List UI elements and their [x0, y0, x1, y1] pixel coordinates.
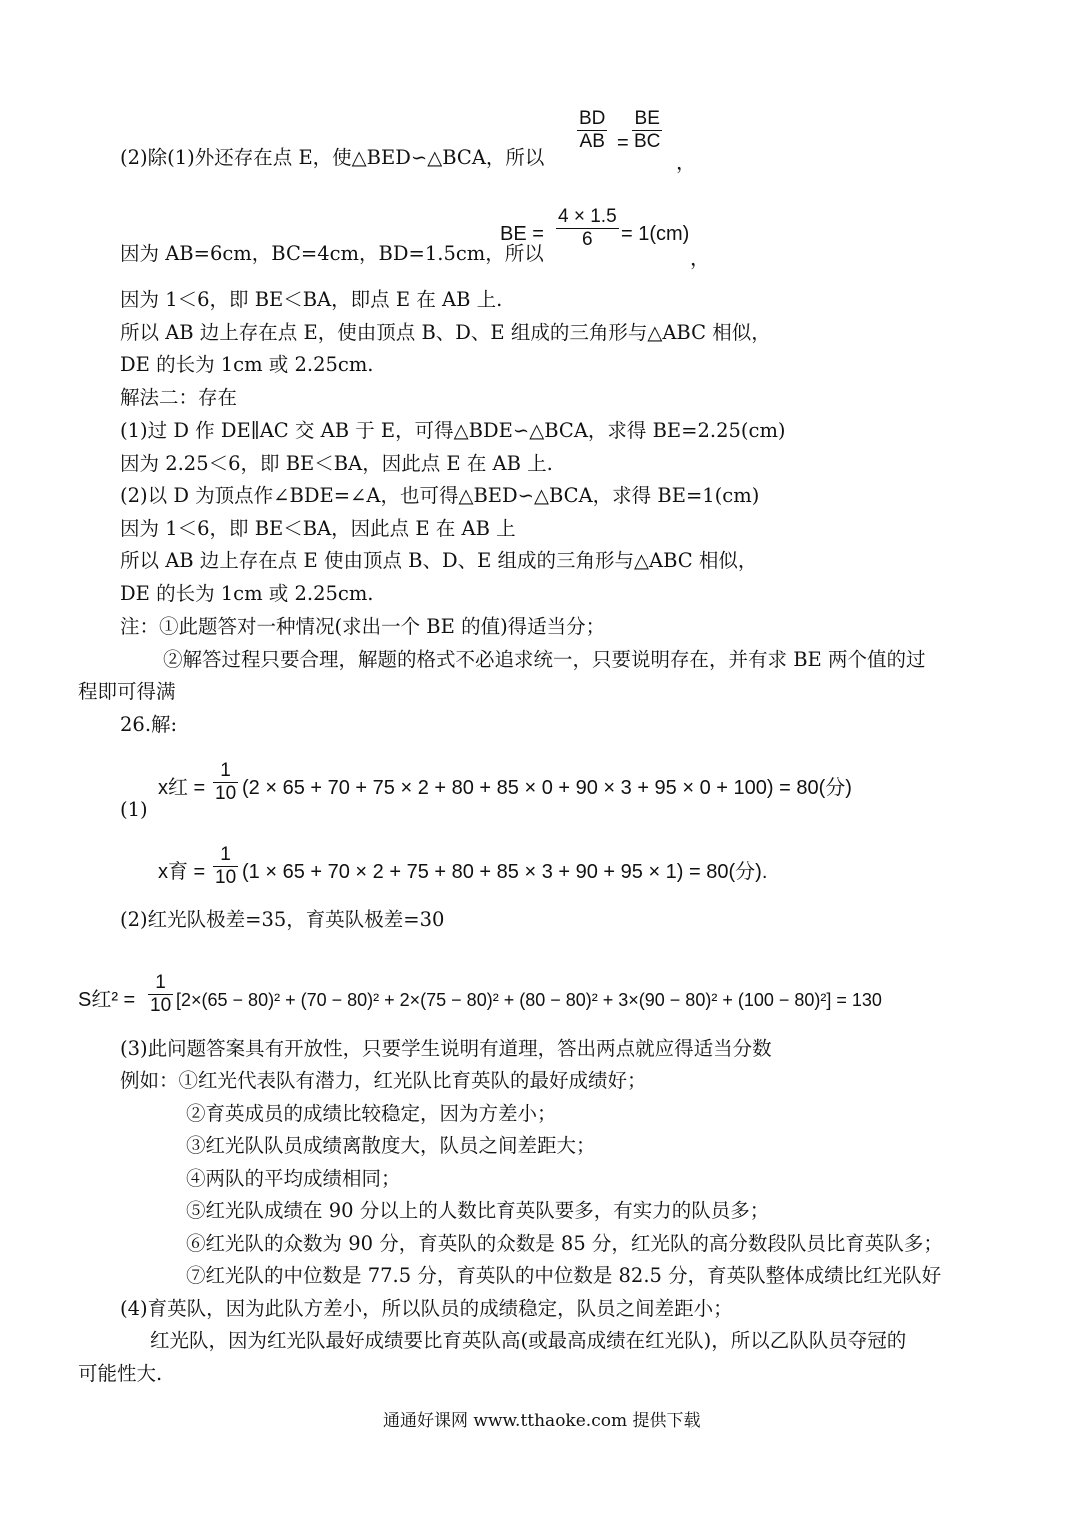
variance-label: S红² =	[78, 989, 136, 1011]
text-line: DE 的长为 1cm 或 2.25cm.	[120, 582, 374, 605]
comma: ，	[690, 248, 710, 270]
fraction-be-value: 4 × 1.5 6	[558, 206, 617, 250]
example-item: ②育英成员的成绩比较稳定，因为方差小；	[186, 1102, 557, 1125]
text-line: 因为 1＜6，即 BE＜BA，因此点 E 在 AB 上	[120, 517, 516, 540]
note-line: 程即可得满	[78, 680, 176, 703]
example-item: ⑤红光队成绩在 90 分以上的人数比育英队要多，有实力的队员多；	[186, 1199, 770, 1222]
comma: ，	[676, 152, 696, 174]
text-line: 所以 AB 边上存在点 E 使由顶点 B、D、E 组成的三角形与△ABC 相似，	[120, 549, 758, 572]
note-line: ②解答过程只要合理，解题的格式不必追求统一，只要说明存在，并有求 BE 两个值的过	[163, 648, 926, 671]
mean-yu-expression: (1 × 65 + 70 × 2 + 75 + 80 + 85 × 3 + 90 + 95 × 1) = 80(分).	[242, 861, 768, 883]
fraction-be-bc: BE BC	[634, 108, 661, 152]
part-3: (3)此问题答案具有开放性，只要学生说明有道理，答出两点就应得适当分数	[120, 1037, 772, 1060]
mean-hong-expression: (2 × 65 + 70 + 75 × 2 + 80 + 85 × 0 + 90 × 3 + 95 × 0 + 100) = 80(分)	[242, 777, 852, 799]
part-4-line: 可能性大.	[78, 1362, 163, 1385]
be-label: BE =	[500, 223, 544, 245]
part-4: (4)育英队，因为此队方差小，所以队员的成绩稳定，队员之间差距小；	[120, 1297, 733, 1320]
variance-expression: [2×(65 − 80)² + (70 − 80)² + 2×(75 − 80)² + (80 − 80)² + 3×(90 − 80)² + (100 − 80)²] = 130	[176, 990, 882, 1010]
fraction-one-tenth: 1 10	[150, 972, 172, 1016]
question-26-title: 26.解:	[120, 713, 178, 736]
example-item: ③红光队队员成绩离散度大，队员之间差距大；	[186, 1134, 596, 1157]
fraction-bd-ab: BD AB	[579, 108, 606, 152]
part-1-label: (1)	[120, 798, 148, 821]
example-item: ⑦红光队的中位数是 77.5 分，育英队的中位数是 82.5 分，育英队整体成绩比红光队好	[186, 1264, 942, 1287]
part-2: (2)红光队极差=35，育英队极差=30	[120, 908, 445, 931]
fraction-one-tenth: 1 10	[215, 760, 237, 804]
page-footer: 通通好课网 www.tthaoke.com 提供下载	[383, 1411, 701, 1431]
text-line: 因为 1＜6，即 BE＜BA，即点 E 在 AB 上.	[120, 288, 503, 311]
line-because-ab: 因为 AB=6cm，BC=4cm，BD=1.5cm，所以	[120, 242, 544, 265]
be-result: = 1(cm)	[621, 223, 690, 245]
line-2-intro: (2)除(1)外还存在点 E，使△BED∽△BCA，所以	[120, 146, 545, 169]
x-hong-label: x红 =	[158, 777, 206, 799]
example-item: ④两队的平均成绩相同；	[186, 1167, 401, 1190]
example-item: ⑥红光队的众数为 90 分，育英队的众数是 85 分，红光队的高分数段队员比育英队多；	[186, 1232, 943, 1255]
note-line: 注：①此题答对一种情况(求出一个 BE 的值)得适当分；	[120, 615, 606, 638]
examples-intro: 例如：①红光代表队有潜力，红光队比育英队的最好成绩好；	[120, 1069, 647, 1092]
text-line: 所以 AB 边上存在点 E，使由顶点 B、D、E 组成的三角形与△ABC 相似，	[120, 321, 771, 344]
text-line: 解法二：存在	[120, 386, 238, 409]
equals-sign: =	[617, 132, 629, 154]
text-line: DE 的长为 1cm 或 2.25cm.	[120, 353, 374, 376]
x-yu-label: x育 =	[158, 861, 206, 883]
part-4-line: 红光队，因为红光队最好成绩要比育英队高(或最高成绩在红光队)，所以乙队队员夺冠的	[150, 1329, 907, 1352]
text-line: (2)以 D 为顶点作∠BDE=∠A，也可得△BED∽△BCA，求得 BE=1(cm)	[120, 484, 760, 507]
text-line: (1)过 D 作 DE∥AC 交 AB 于 E，可得△BDE∽△BCA，求得 BE=2.25(cm)	[120, 419, 786, 442]
text-line: 因为 2.25＜6，即 BE＜BA，因此点 E 在 AB 上.	[120, 452, 553, 475]
fraction-one-tenth: 1 10	[215, 844, 237, 888]
